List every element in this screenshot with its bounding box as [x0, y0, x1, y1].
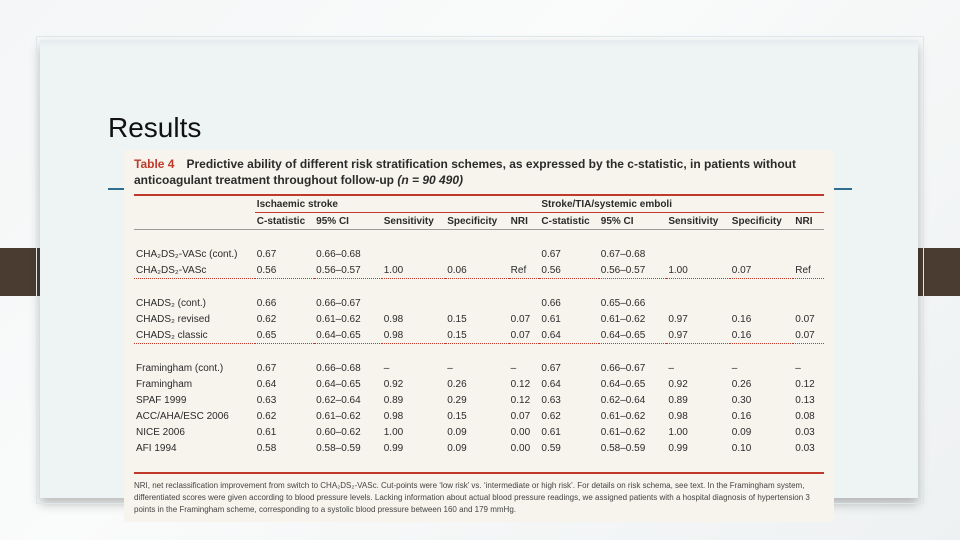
value-cell: 0.66–0.67: [600, 362, 646, 374]
value-cell: 0.61–0.62: [316, 410, 361, 422]
value-cell: 0.16: [731, 410, 752, 422]
value-cell: [666, 246, 729, 262]
table-row: [134, 408, 824, 424]
empty-header-cell: [134, 213, 255, 230]
value-cell: 0.64: [541, 378, 561, 390]
column-header: Sensitivity: [382, 213, 445, 230]
table-row: [134, 360, 824, 376]
value-cell: 0.61–0.62: [600, 426, 646, 438]
group-gap: [134, 344, 824, 361]
value-cell: 1.00: [668, 426, 688, 438]
value-cell: 0.07: [510, 313, 531, 325]
column-header: Specificity: [445, 213, 508, 230]
table-label: Table 4: [134, 157, 175, 171]
value-cell: 0.09: [447, 442, 467, 454]
value-cell: 0.00: [510, 426, 531, 438]
value-cell: [509, 246, 540, 262]
slide-title: Results: [108, 112, 202, 143]
value-cell: 0.62: [256, 313, 277, 325]
value-cell: –: [510, 362, 517, 374]
value-cell: 0.65: [256, 329, 277, 341]
value-cell: 0.67–0.68: [600, 248, 646, 260]
value-cell: 0.97: [668, 313, 688, 325]
value-cell: 0.65–0.66: [600, 297, 646, 309]
value-cell: 0.08: [795, 410, 815, 422]
value-cell: 0.66: [541, 297, 561, 309]
table-row: [134, 262, 824, 279]
value-cell: 0.97: [668, 329, 688, 341]
value-cell: 0.98: [668, 410, 688, 422]
value-cell: 0.67: [256, 248, 277, 260]
group-gap: [134, 279, 824, 296]
value-cell: –: [383, 362, 390, 374]
scheme-name-cell: CHADS₂ (cont.): [136, 297, 207, 309]
value-cell: Ref: [795, 264, 811, 276]
table-caption-text: Predictive ability of different risk stratification schemes, as expressed by the c-statistic, in patients without anticoagulant treatment throughout follow-up: [134, 157, 796, 187]
value-cell: 0.98: [383, 329, 404, 341]
value-cell: 0.56: [256, 264, 277, 276]
value-cell: 0.62–0.64: [600, 394, 646, 406]
value-cell: 0.99: [668, 442, 688, 454]
value-cell: 0.56–0.57: [600, 264, 646, 276]
value-cell: 0.56: [541, 264, 561, 276]
value-cell: 0.63: [541, 394, 561, 406]
value-cell: 0.07: [731, 264, 752, 276]
value-cell: 0.09: [447, 426, 467, 438]
group-gap-cell: [134, 344, 824, 361]
results-table: [134, 196, 824, 474]
value-cell: [382, 295, 445, 311]
column-header: Sensitivity: [666, 213, 729, 230]
value-cell: 0.09: [731, 426, 752, 438]
value-cell: 0.07: [510, 329, 531, 341]
value-cell: 0.92: [668, 378, 688, 390]
value-cell: 0.58: [256, 442, 277, 454]
value-cell: –: [795, 362, 801, 374]
value-cell: [509, 295, 540, 311]
group-gap-cell: [134, 230, 824, 247]
value-cell: 0.64–0.65: [316, 329, 361, 341]
value-cell: 0.67: [541, 362, 561, 374]
table-end-rule: [134, 456, 824, 473]
column-header: 95% CI: [314, 213, 382, 230]
table-row: [134, 376, 824, 392]
column-header: C-statistic: [255, 213, 314, 230]
value-cell: 0.66–0.68: [316, 362, 361, 374]
table-image: [124, 150, 834, 522]
value-cell: 0.92: [383, 378, 404, 390]
scheme-name-cell: Framingham (cont.): [136, 362, 224, 374]
value-cell: 0.64: [541, 329, 561, 341]
value-cell: 0.16: [731, 313, 752, 325]
value-cell: 0.66–0.67: [316, 297, 361, 309]
value-cell: 0.12: [510, 378, 531, 390]
value-cell: 0.26: [447, 378, 467, 390]
group-header-left: Ischaemic stroke: [255, 196, 540, 213]
value-cell: –: [447, 362, 453, 374]
scheme-name-cell: SPAF 1999: [136, 394, 187, 406]
value-cell: 0.12: [795, 378, 815, 390]
value-cell: [793, 295, 824, 311]
scheme-name-cell: AFI 1994: [136, 442, 177, 454]
value-cell: 0.60–0.62: [316, 426, 361, 438]
value-cell: 0.06: [447, 264, 467, 276]
empty-header-cell: [134, 196, 255, 213]
value-cell: 0.64: [256, 378, 277, 390]
value-cell: 0.07: [795, 313, 815, 325]
value-cell: [730, 295, 793, 311]
value-cell: 0.66–0.68: [316, 248, 361, 260]
value-cell: 0.61–0.62: [316, 313, 361, 325]
table-row: [134, 311, 824, 327]
value-cell: 0.61–0.62: [600, 313, 646, 325]
value-cell: 0.89: [668, 394, 688, 406]
table-footnote: NRI, net reclassification improvement from switch to CHA₂DS₂-VASc. Cut-points were ‘low risk’ vs. ‘intermediate or high risk’. For details on risk schema, see text. In the Framingham system, differentiated scores were given according to blood pressure levels. Lacking information about actual blood pressure readings, we assigned patients with a hospital diagnosis of hypertension 3 points in the Framingham scheme, corresponding to a systolic blood pressure between 160 and 179 mmHg.: [134, 481, 810, 514]
value-cell: 0.56–0.57: [316, 264, 361, 276]
scheme-name-cell: ACC/AHA/ESC 2006: [136, 410, 229, 422]
group-gap-cell: [134, 279, 824, 296]
value-cell: 0.64–0.65: [316, 378, 361, 390]
table-row: [134, 327, 824, 344]
group-header-row: [134, 196, 824, 213]
value-cell: 0.61: [541, 313, 561, 325]
value-cell: 0.62: [541, 410, 561, 422]
value-cell: 0.58–0.59: [316, 442, 361, 454]
column-header: NRI: [793, 213, 824, 230]
value-cell: 0.03: [795, 426, 815, 438]
column-header: Specificity: [730, 213, 793, 230]
value-cell: 0.29: [447, 394, 467, 406]
value-cell: 0.89: [383, 394, 404, 406]
value-cell: 0.26: [731, 378, 752, 390]
value-cell: 0.98: [383, 313, 404, 325]
value-cell: [382, 246, 445, 262]
column-header: 95% CI: [599, 213, 667, 230]
scheme-name-cell: Framingham: [136, 378, 193, 390]
value-cell: 0.15: [447, 329, 467, 341]
table-row: [134, 424, 824, 440]
value-cell: 0.64–0.65: [600, 378, 646, 390]
table-row: [134, 440, 824, 456]
value-cell: –: [668, 362, 674, 374]
value-cell: 0.07: [510, 410, 531, 422]
value-cell: [730, 246, 793, 262]
scheme-name-cell: CHA₂DS₂-VASc (cont.): [136, 248, 238, 260]
value-cell: [445, 246, 508, 262]
scheme-name-cell: CHADS₂ revised: [136, 313, 210, 325]
value-cell: 0.98: [383, 410, 404, 422]
value-cell: 0.15: [447, 410, 467, 422]
value-cell: 0.16: [731, 329, 752, 341]
value-cell: 0.03: [795, 442, 815, 454]
value-cell: 1.00: [383, 426, 404, 438]
value-cell: [793, 246, 824, 262]
scheme-name-cell: NICE 2006: [136, 426, 185, 438]
scheme-name-cell: CHA₂DS₂-VASc: [136, 264, 207, 276]
table-caption: [134, 156, 824, 188]
value-cell: 0.10: [731, 442, 752, 454]
value-cell: 0.00: [510, 442, 531, 454]
value-cell: 0.13: [795, 394, 815, 406]
value-cell: 1.00: [383, 264, 404, 276]
value-cell: 0.07: [795, 329, 815, 341]
value-cell: 0.61: [541, 426, 561, 438]
table-row: [134, 295, 824, 311]
table-n: (n = 90 490): [397, 173, 464, 187]
group-gap: [134, 230, 824, 247]
column-header: C-statistic: [539, 213, 598, 230]
value-cell: 0.61–0.62: [600, 410, 646, 422]
value-cell: 0.12: [510, 394, 531, 406]
value-cell: 0.62: [256, 410, 277, 422]
value-cell: [666, 295, 729, 311]
column-header: NRI: [509, 213, 540, 230]
value-cell: 0.61: [256, 426, 277, 438]
value-cell: 0.58–0.59: [600, 442, 646, 454]
column-header-row: [134, 213, 824, 230]
table-row: [134, 246, 824, 262]
scheme-name-cell: CHADS₂ classic: [136, 329, 208, 341]
table-end-gap: [134, 456, 824, 473]
value-cell: 0.63: [256, 394, 277, 406]
group-header-right: Stroke/TIA/systemic emboli: [539, 196, 824, 213]
value-cell: 0.15: [447, 313, 467, 325]
value-cell: –: [731, 362, 738, 374]
value-cell: 0.64–0.65: [600, 329, 646, 341]
value-cell: 0.67: [541, 248, 561, 260]
value-cell: 0.67: [256, 362, 277, 374]
value-cell: 0.99: [383, 442, 404, 454]
value-cell: Ref: [510, 264, 527, 276]
value-cell: [445, 295, 508, 311]
value-cell: 1.00: [668, 264, 688, 276]
table-row: [134, 392, 824, 408]
value-cell: 0.30: [731, 394, 752, 406]
value-cell: 0.59: [541, 442, 561, 454]
value-cell: 0.66: [256, 297, 277, 309]
value-cell: 0.62–0.64: [316, 394, 361, 406]
